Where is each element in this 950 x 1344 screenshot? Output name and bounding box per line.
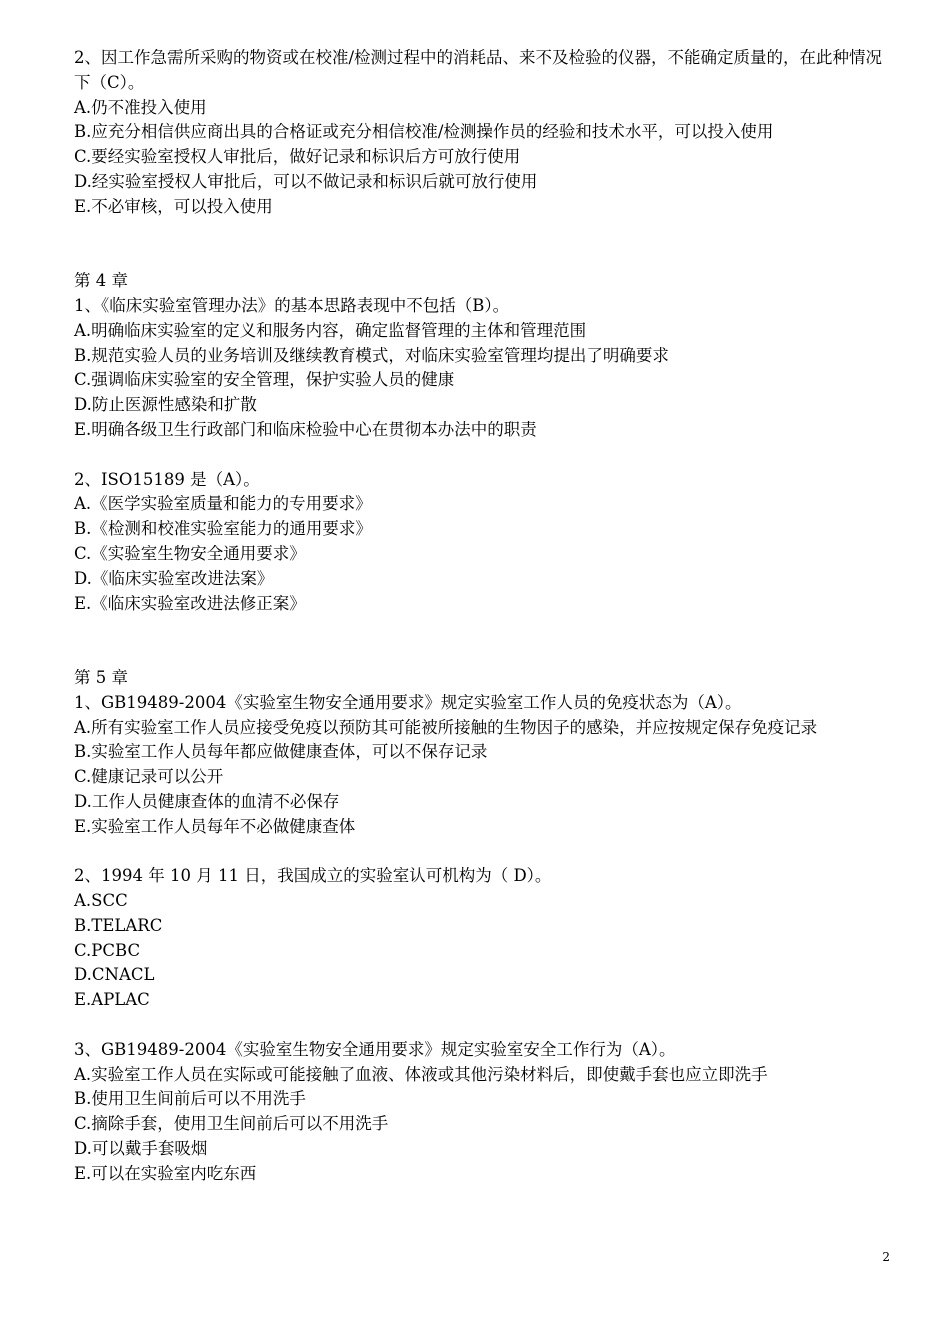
answer-option: A.所有实验室工作人员应接受免疫以预防其可能被所接触的生物因子的感染，并应按规定保存免疫记录 <box>74 717 818 737</box>
answer-option: B.《检测和校准实验室能力的通用要求》 <box>74 519 372 539</box>
chapter-heading: 第 5 章 <box>74 667 128 687</box>
question-block <box>74 1038 894 1187</box>
question-block <box>74 691 894 840</box>
answer-option: A.仍不准投入使用 <box>74 97 207 117</box>
answer-option: D.防止医源性感染和扩散 <box>74 395 257 415</box>
answer-option: A.明确临床实验室的定义和服务内容，确定监督管理的主体和管理范围 <box>74 320 587 340</box>
answer-option: D.《临床实验室改进法案》 <box>74 568 274 588</box>
answer-option: E.不必审核，可以投入使用 <box>74 196 273 216</box>
answer-option: D.可以戴手套吸烟 <box>74 1139 208 1159</box>
answer-option: D.CNACL <box>74 965 155 985</box>
answer-option: C.健康记录可以公开 <box>74 767 224 787</box>
answer-option: A.《医学实验室质量和能力的专用要求》 <box>74 494 372 514</box>
question-stem: 2、ISO15189 是（A）。 <box>74 469 260 489</box>
answer-option: C.《实验室生物安全通用要求》 <box>74 543 306 563</box>
answer-option: B.TELARC <box>74 915 163 935</box>
answer-option: C.PCBC <box>74 940 141 960</box>
answer-option: B.使用卫生间前后可以不用洗手 <box>74 1089 306 1109</box>
question-stem: 3、GB19489-2004《实验室生物安全通用要求》规定实验室安全工作行为（A）。 <box>74 1039 676 1059</box>
chapter-heading: 第 4 章 <box>74 271 128 291</box>
document-page <box>74 46 894 1187</box>
answer-option: E.实验室工作人员每年不必做健康查体 <box>74 816 356 836</box>
answer-option: C.摘除手套，使用卫生间前后可以不用洗手 <box>74 1114 389 1134</box>
question-block <box>74 468 894 617</box>
answer-option: E.APLAC <box>74 990 150 1010</box>
question-stem: 1、GB19489-2004《实验室生物安全通用要求》规定实验室工作人员的免疫状态为（A）。 <box>74 692 742 712</box>
answer-option: D.经实验室授权人审批后，可以不做记录和标识后就可放行使用 <box>74 171 538 191</box>
answer-option: B.应充分相信供应商出具的合格证或充分相信校准/检测操作员的经验和技术水平，可以投入使用 <box>74 122 774 142</box>
answer-option: A.SCC <box>74 891 128 911</box>
answer-option: E.可以在实验室内吃东西 <box>74 1163 257 1183</box>
question-stem: 2、1994 年 10 月 11 日，我国成立的实验室认可机构为（ D）。 <box>74 866 552 886</box>
question-stem: 2、因工作急需所采购的物资或在校准/检测过程中的消耗品、来不及检验的仪器，不能确定质量的，在此种情况下（C）。 <box>74 48 883 92</box>
answer-option: C.要经实验室授权人审批后，做好记录和标识后方可放行使用 <box>74 147 521 167</box>
answer-option: E.《临床实验室改进法修正案》 <box>74 593 306 613</box>
question-stem: 1、《临床实验室管理办法》的基本思路表现中不包括（B）。 <box>74 295 510 315</box>
page-number: 2 <box>882 1250 890 1264</box>
answer-option: B.实验室工作人员每年都应做健康查体，可以不保存记录 <box>74 742 488 762</box>
answer-option: E.明确各级卫生行政部门和临床检验中心在贯彻本办法中的职责 <box>74 419 537 439</box>
answer-option: C.强调临床实验室的安全管理，保护实验人员的健康 <box>74 370 455 390</box>
question-block <box>74 294 894 443</box>
answer-option: B.规范实验人员的业务培训及继续教育模式，对临床实验室管理均提出了明确要求 <box>74 345 669 365</box>
question-block <box>74 864 894 1013</box>
question-block <box>74 46 894 220</box>
answer-option: D.工作人员健康查体的血清不必保存 <box>74 791 340 811</box>
answer-option: A.实验室工作人员在实际或可能接触了血液、体液或其他污染材料后，即使戴手套也应立即洗手 <box>74 1064 768 1084</box>
